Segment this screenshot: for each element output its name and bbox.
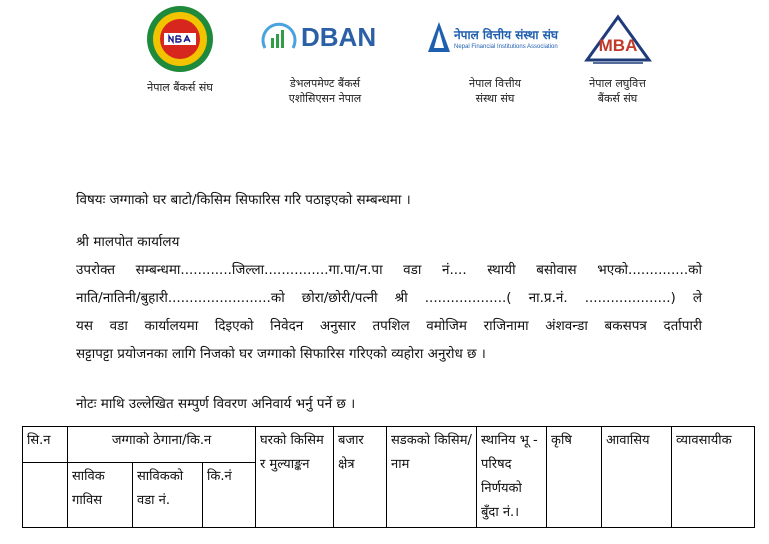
body-line: यस वडा कार्यालयमा दिइएको निवेदन अनुसार तपशिल वमोजिम राजिनामा अंशवन्डा बकसपत्र दर्तापारी xyxy=(76,318,702,334)
mba-caption-line2: बैंकर्स संघ xyxy=(597,92,638,105)
addressee: श्री मालपोत कार्यालय xyxy=(76,234,180,250)
header-plot-no: कि.नं xyxy=(203,462,256,527)
header-road-type: सडकको किसिम/नाम xyxy=(387,427,477,528)
nfia-wordmark-en: Nepal Financial Institutions Association xyxy=(454,44,558,50)
header-house-type: घरको किसिम र मुल्याङ्कन xyxy=(256,427,334,528)
header-residential: आवासिय xyxy=(602,427,672,528)
nfia-figure-icon xyxy=(426,20,452,54)
dban-caption-line2: एशोसिएसन नेपाल xyxy=(288,92,362,105)
header-agriculture: कृषि xyxy=(547,427,602,528)
header-local-council: स्थानिय भू - परिषद निर्णयको बुँदा नं.। xyxy=(477,427,547,528)
nfia-wordmark-ne: नेपाल वित्तीय संस्था संघ xyxy=(454,28,558,42)
nba-logo xyxy=(120,4,240,95)
body-line: उपरोक्त सम्बन्धमा............जिल्ला...............गा.पा/न.पा वडा नं.... स्थायी बसोवास भएको..............को xyxy=(76,262,702,278)
nba-emblem-icon xyxy=(145,4,215,74)
dban-wordmark: DBAN xyxy=(301,22,377,52)
header-former-vdc: साविक गाविस xyxy=(68,462,133,527)
land-details-table xyxy=(22,426,755,528)
header-market-area: बजार क्षेत्र xyxy=(334,427,387,528)
header-commercial: व्यावसायीक xyxy=(672,427,755,528)
dban-logo xyxy=(255,14,395,106)
nfia-caption-line1: नेपाल वित्तीय xyxy=(469,77,521,90)
nba-caption: नेपाल बैंकर्स संघ xyxy=(147,81,213,94)
mba-logo xyxy=(570,14,665,106)
logo-header xyxy=(0,0,769,130)
svg-text:MBA: MBA xyxy=(598,36,637,55)
header-land-address: जग्गाको ठेगाना/कि.न xyxy=(68,427,256,463)
header-sn: सि.न xyxy=(23,427,68,463)
header-former-ward: साविकको वडा नं. xyxy=(133,462,203,527)
subject-line: विषयः जग्गाको घर बाटो/किसिम सिफारिस गरि पठाइएको सम्बन्धमा । xyxy=(76,192,411,208)
body-line: नाति/नातिनी/बुहारी........................को छोरा/छोरी/पत्नी श्री ...................( ना.प्र.नं. ....................) ले xyxy=(76,290,702,306)
nfia-caption-line2: संस्था संघ xyxy=(475,92,515,105)
mba-emblem-icon xyxy=(583,14,653,66)
sn-cell xyxy=(23,462,68,527)
dban-bars-icon xyxy=(259,18,299,58)
nfia-logo xyxy=(420,14,570,106)
dban-caption-line1: डेभलपमेण्ट बैंकर्स xyxy=(289,77,361,90)
mba-caption-line1: नेपाल लघुवित्त xyxy=(589,77,646,90)
note-line: नोटः माथि उल्लेखित सम्पुर्ण विवरण अनिवार्य भर्नु पर्ने छ । xyxy=(76,396,356,412)
body-line: सट्टापट्टा प्रयोजनका लागि निजको घर जग्गाको सिफारिस गरिएको व्यहोरा अनुरोध छ । xyxy=(76,346,486,362)
